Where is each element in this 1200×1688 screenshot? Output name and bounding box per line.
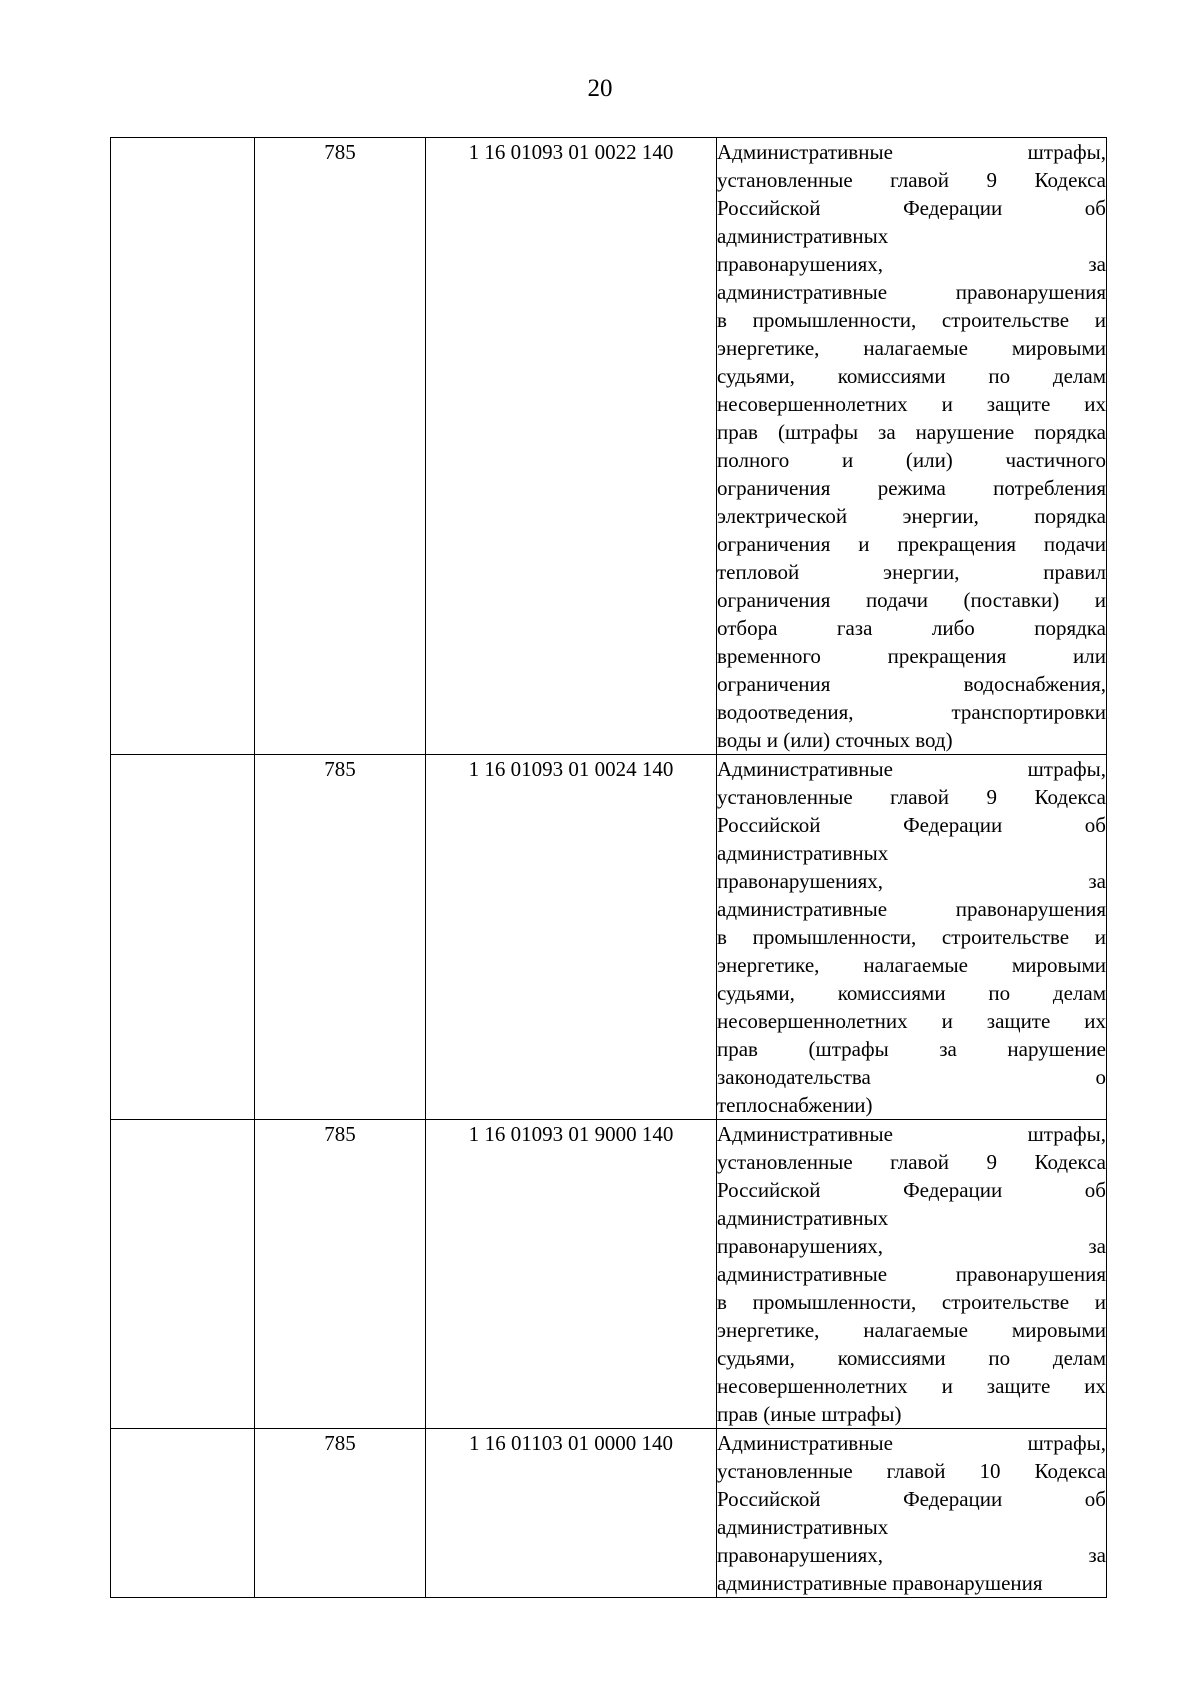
description-line: Российской Федерации об	[717, 1487, 1106, 1511]
description-line: Российской Федерации об	[717, 196, 1106, 220]
description-line: энергетике, налагаемые мировыми	[717, 1318, 1106, 1342]
description-cell	[717, 138, 1107, 755]
description-line: судьями, комиссиями по делам	[717, 1346, 1106, 1370]
empty-cell	[111, 1429, 255, 1598]
kbk-code-cell: 1 16 01093 01 0022 140	[426, 138, 717, 755]
table-body	[111, 138, 1107, 1598]
description-line: несовершеннолетних и защите их	[717, 1374, 1106, 1398]
description-line: административных	[717, 841, 889, 865]
description-line: прав (иные штрафы)	[717, 1402, 902, 1426]
table-row	[111, 1429, 1107, 1598]
kbk-code-cell: 1 16 01103 01 0000 140	[426, 1429, 717, 1598]
description-line: Административные штрафы,	[717, 1122, 1106, 1146]
admin-code-cell: 785	[255, 1120, 426, 1429]
description-line: законодательства о	[717, 1065, 1106, 1089]
description-line: установленные главой 9 Кодекса	[717, 1150, 1106, 1174]
kbk-code-cell: 1 16 01093 01 9000 140	[426, 1120, 717, 1429]
description-line: Административные штрафы,	[717, 1431, 1106, 1455]
admin-code-cell: 785	[255, 138, 426, 755]
description-line: административных	[717, 224, 889, 248]
description-line: прав (штрафы за нарушение порядка	[717, 420, 1106, 444]
description-line: в промышленности, строительстве и	[717, 1290, 1106, 1314]
description-line: Административные штрафы,	[717, 757, 1106, 781]
description-line: несовершеннолетних и защите их	[717, 392, 1106, 416]
description-line: административные правонарушения	[717, 1262, 1106, 1286]
kbk-code-cell: 1 16 01093 01 0024 140	[426, 755, 717, 1120]
description-line: электрической энергии, порядка	[717, 504, 1106, 528]
admin-code-cell: 785	[255, 1429, 426, 1598]
description-line: в промышленности, строительстве и	[717, 925, 1106, 949]
description-line: административных	[717, 1206, 889, 1230]
description-cell	[717, 1120, 1107, 1429]
table-row	[111, 138, 1107, 755]
table-row	[111, 1120, 1107, 1429]
description-line: правонарушениях, за	[717, 869, 1106, 893]
description-line: административные правонарушения	[717, 897, 1106, 921]
admin-code-cell: 785	[255, 755, 426, 1120]
description-line: Российской Федерации об	[717, 1178, 1106, 1202]
empty-cell	[111, 138, 255, 755]
description-line: полного и (или) частичного	[717, 448, 1106, 472]
description-line: правонарушениях, за	[717, 1234, 1106, 1258]
description-line: установленные главой 9 Кодекса	[717, 168, 1106, 192]
description-line: в промышленности, строительстве и	[717, 308, 1106, 332]
description-line: тепловой энергии, правил	[717, 560, 1106, 584]
empty-cell	[111, 1120, 255, 1429]
table-row	[111, 755, 1107, 1120]
description-line: установленные главой 10 Кодекса	[717, 1459, 1106, 1483]
description-line: Российской Федерации об	[717, 813, 1106, 837]
description-line: установленные главой 9 Кодекса	[717, 785, 1106, 809]
description-line: правонарушениях, за	[717, 252, 1106, 276]
description-line: ограничения водоснабжения,	[717, 672, 1106, 696]
description-line: энергетике, налагаемые мировыми	[717, 953, 1106, 977]
description-line: ограничения режима потребления	[717, 476, 1106, 500]
description-cell	[717, 1429, 1107, 1598]
description-line: ограничения подачи (поставки) и	[717, 588, 1106, 612]
description-line: административные правонарушения	[717, 1571, 1043, 1595]
description-line: отбора газа либо порядка	[717, 616, 1106, 640]
description-line: теплоснабжении)	[717, 1093, 873, 1117]
description-cell	[717, 755, 1107, 1120]
description-line: судьями, комиссиями по делам	[717, 981, 1106, 1005]
description-line: ограничения и прекращения подачи	[717, 532, 1106, 556]
description-line: воды и (или) сточных вод)	[717, 728, 953, 752]
description-line: энергетике, налагаемые мировыми	[717, 336, 1106, 360]
page-number: 20	[587, 75, 613, 102]
description-line: судьями, комиссиями по делам	[717, 364, 1106, 388]
description-line: Административные штрафы,	[717, 140, 1106, 164]
description-line: временного прекращения или	[717, 644, 1106, 668]
description-line: правонарушениях, за	[717, 1543, 1106, 1567]
description-line: административных	[717, 1515, 889, 1539]
description-line: прав (штрафы за нарушение	[717, 1037, 1106, 1061]
description-line: несовершеннолетних и защите их	[717, 1009, 1106, 1033]
budget-classification-table	[110, 137, 1107, 1598]
empty-cell	[111, 755, 255, 1120]
description-line: водоотведения, транспортировки	[717, 700, 1106, 724]
description-line: административные правонарушения	[717, 280, 1106, 304]
